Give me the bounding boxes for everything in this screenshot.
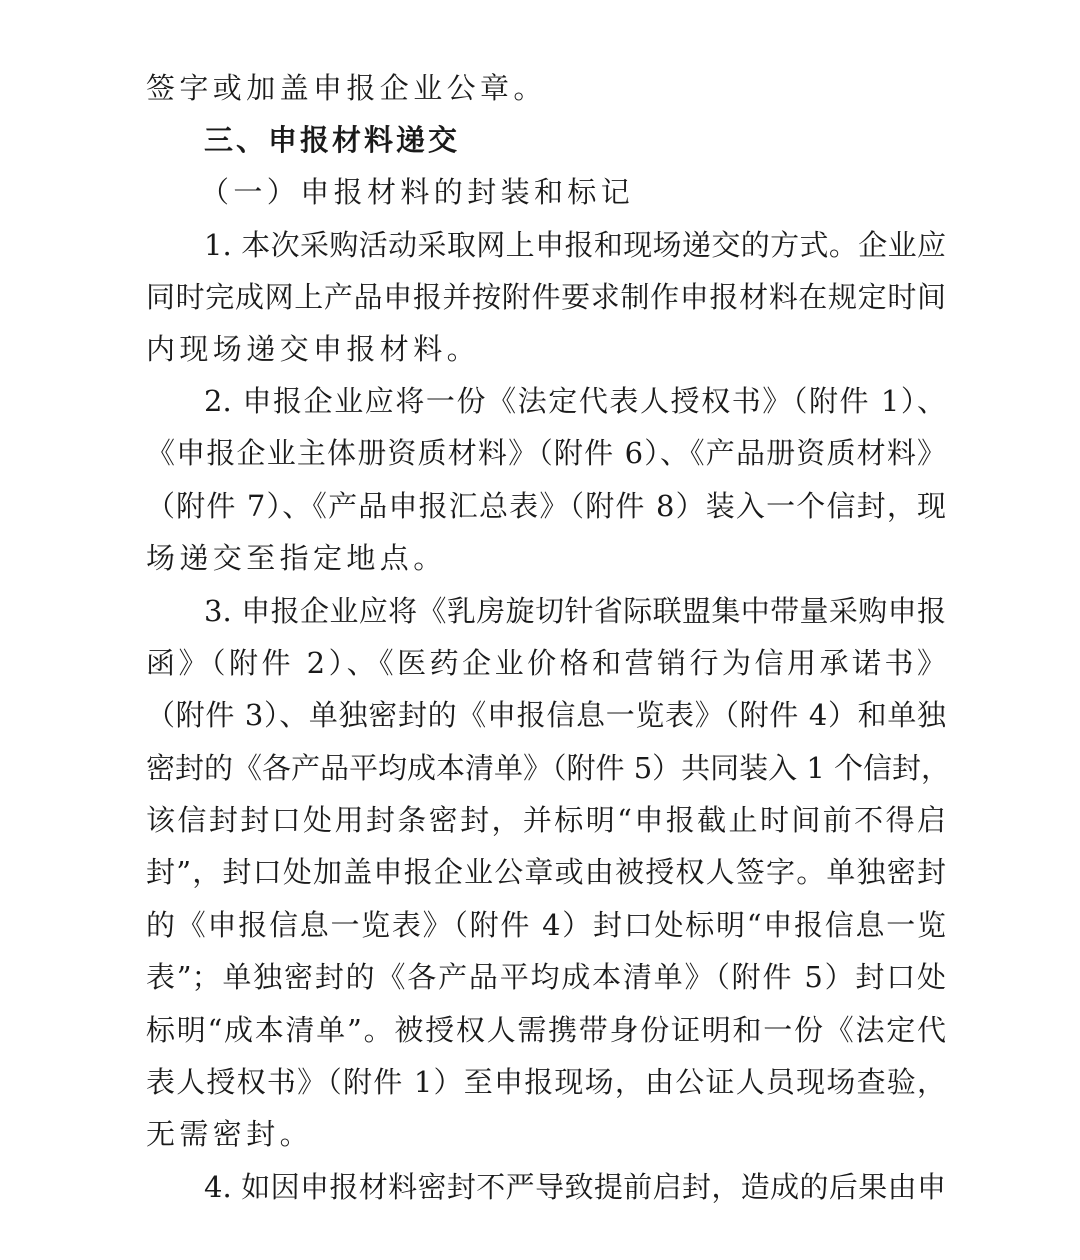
- paragraph-2-line-4: 场递交至指定地点。: [146, 541, 447, 575]
- paragraph-2-line-1: 2. 申报企业应将一份《法定代表人授权书》（附件 1）、: [204, 384, 946, 418]
- paragraph-4-line-1: 4. 如因申报材料密封不严导致提前启封，造成的后果由申: [204, 1170, 946, 1204]
- paragraph-1-line-1: 1. 本次采购活动采取网上申报和现场递交的方式。企业应: [204, 228, 946, 262]
- paragraph-2-line-2: 《申报企业主体册资质材料》（附件 6）、《产品册资质材料》: [146, 436, 946, 470]
- paragraph-3-line-7: 的《申报信息一览表》（附件 4）封口处标明“申报信息一览: [146, 908, 946, 942]
- paragraph-1-line-3: 内现场递交申报材料。: [146, 332, 481, 366]
- paragraph-2-line-3: （附件 7）、《产品申报汇总表》（附件 8）装入一个信封，现: [146, 489, 946, 523]
- text-line-1: 签字或加盖申报企业公章。: [146, 71, 547, 105]
- paragraph-3-line-9: 标明“成本清单”。被授权人需携带身份证明和一份《法定代: [146, 1013, 946, 1047]
- paragraph-3-line-8: 表”；单独密封的《各产品平均成本清单》（附件 5）封口处: [146, 960, 946, 994]
- paragraph-3-line-10: 表人授权书》（附件 1）至申报现场，由公证人员现场查验，: [146, 1065, 946, 1099]
- paragraph-3-line-5: 该信封封口处用封条密封，并标明“申报截止时间前不得启: [146, 803, 946, 837]
- paragraph-3-line-4: 密封的《各产品平均成本清单》（附件 5）共同装入 1 个信封，: [146, 751, 951, 785]
- paragraph-3-line-6: 封”，封口处加盖申报企业公章或由被授权人签字。单独密封: [146, 855, 946, 889]
- paragraph-3-line-3: （附件 3）、单独密封的《申报信息一览表》（附件 4）和单独: [146, 698, 946, 732]
- paragraph-3-line-11: 无需密封。: [146, 1117, 314, 1151]
- subsection-heading: （一）申报材料的封装和标记: [200, 175, 635, 209]
- paragraph-1-line-2: 同时完成网上产品申报并按附件要求制作申报材料在规定时间: [146, 280, 946, 314]
- paragraph-3-line-1: 3. 申报企业应将《乳房旋切针省际联盟集中带量采购申报: [204, 594, 946, 628]
- paragraph-3-line-2: 函》（附件 2）、《医药企业价格和营销行为信用承诺书》: [146, 646, 946, 680]
- section-heading: 三、申报材料递交: [204, 123, 461, 157]
